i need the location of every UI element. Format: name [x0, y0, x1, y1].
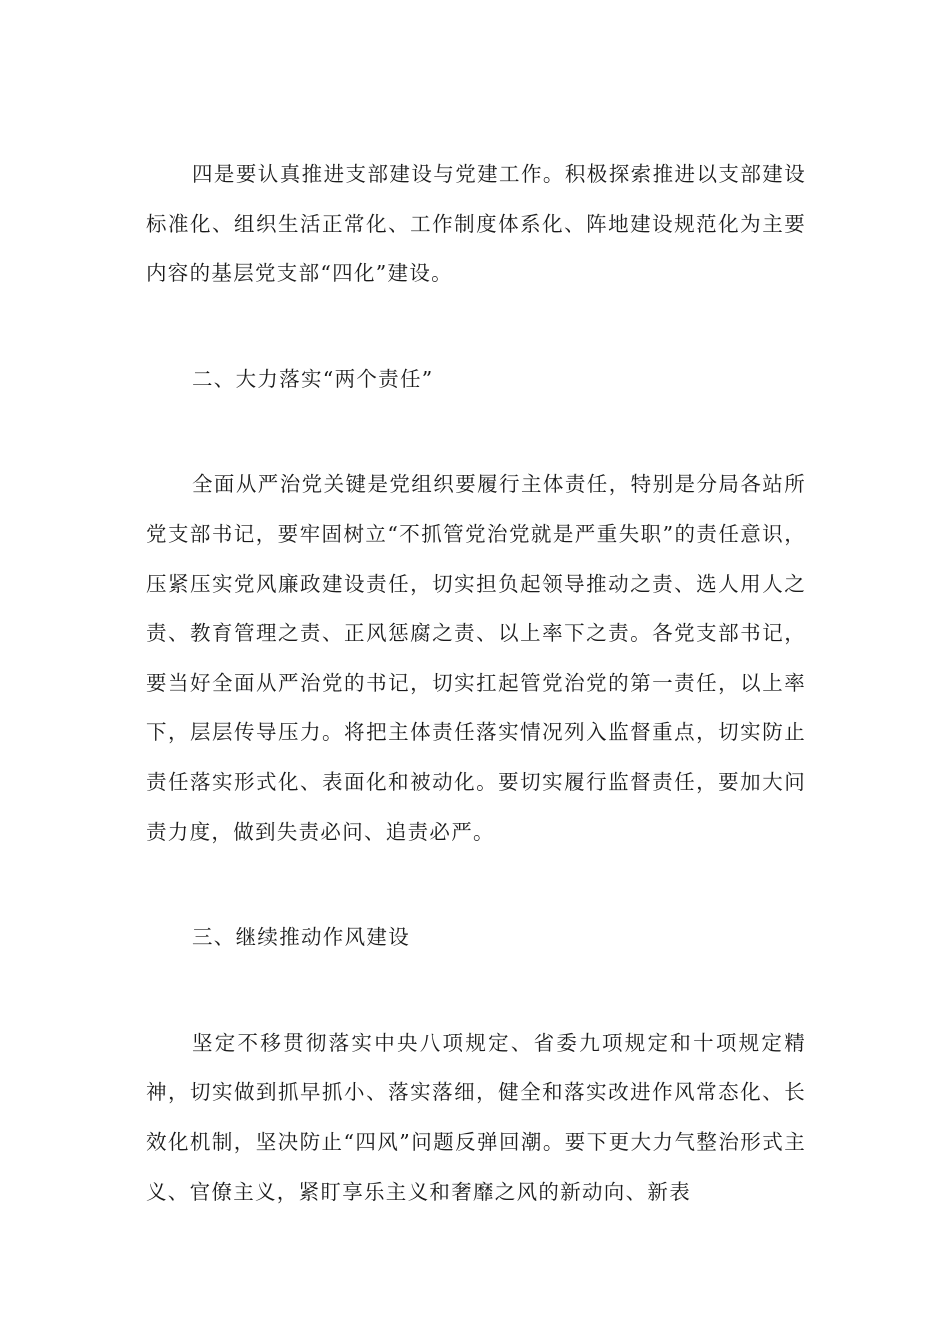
section-heading-work-style: 三、继续推动作风建设 [192, 925, 410, 950]
paragraph-eight-regulations: 坚定不移贯彻落实中央八项规定、省委九项规定和十项规定精神，切实做到抓早抓小、落实落细，健全和落实改进作风常态化、长效化机制，坚决防止“四风”问题反弹回潮。要下更大力气整治形式主义、官僚主义，紧盯享乐主义和奢靡之风的新动向、新表 [146, 1030, 806, 1204]
paragraph-branch-building: 四是要认真推进支部建设与党建工作。积极探索推进以支部建设标准化、组织生活正常化、工作制度体系化、阵地建设规范化为主要内容的基层党支部“四化”建设。 [146, 162, 806, 286]
section-heading-two-responsibilities: 二、大力落实“两个责任” [192, 366, 434, 391]
document-body [146, 150, 806, 1217]
paragraph-party-responsibility: 全面从严治党关键是党组织要履行主体责任，特别是分局各站所党支部书记，要牢固树立“不抓管党治党就是严重失职”的责任意识，压紧压实党风廉政建设责任，切实担负起领导推动之责、选人用人之责、教育管理之责、正风惩腐之责、以上率下之责。各党支部书记，要当好全面从严治党的书记，切实扛起管党治党的第一责任，以上率下，层层传导压力。将把主体责任落实情况列入监督重点，切实防止责任落实形式化、表面化和被动化。要切实履行监督责任，要加大问责力度，做到失责必问、追责必严。 [146, 472, 806, 844]
